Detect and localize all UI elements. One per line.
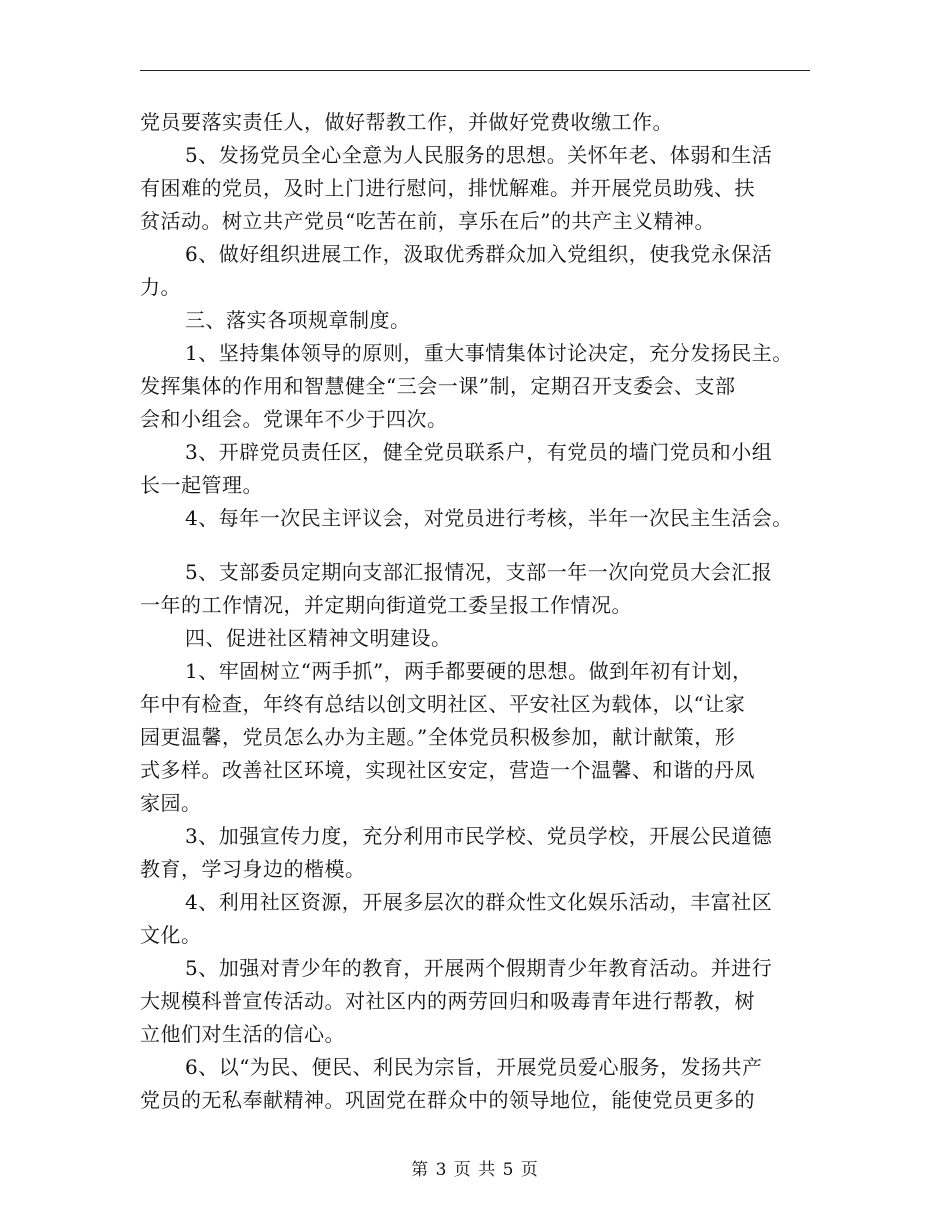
text-line: 园更温馨，党员怎么办为主题。”全体党员积极参加，献计献策，形 bbox=[140, 725, 736, 749]
text-line: 长一起管理。 bbox=[140, 473, 263, 497]
text-line: 1、牢固树立“两手抓”，两手都要硬的思想。做到年初有计划， bbox=[185, 659, 753, 683]
text-line: 立他们对生活的信心。 bbox=[140, 1022, 345, 1046]
text-line: 3、加强宣传力度，充分利用市民学校、党员学校，开展公民道德 bbox=[185, 824, 773, 848]
text-line: 一年的工作情况，并定期向街道党工委呈报工作情况。 bbox=[140, 593, 632, 617]
text-line: 家园。 bbox=[140, 791, 202, 815]
text-line: 5、加强对青少年的教育，开展两个假期青少年教育活动。并进行 bbox=[185, 956, 773, 980]
text-line: 3、开辟党员责任区，健全党员联系户，有党员的墙门党员和小组 bbox=[185, 440, 773, 464]
text-line: 有困难的党员，及时上门进行慰问，排忧解难。并开展党员助残、扶 bbox=[140, 176, 755, 200]
text-line: 发挥集体的作用和智慧健全“三会一课”制，定期召开支委会、支部 bbox=[140, 374, 736, 398]
page-number-footer: 第 3 页 共 5 页 bbox=[411, 1160, 539, 1180]
text-line: 4、利用社区资源，开展多层次的群众性文化娱乐活动，丰富社区 bbox=[185, 890, 773, 914]
section-heading: 三、落实各项规章制度。 bbox=[185, 308, 411, 332]
text-line: 教育，学习身边的楷模。 bbox=[140, 857, 366, 881]
text-line: 6、做好组织进展工作，汲取优秀群众加入党组织，使我党永保活 bbox=[185, 242, 773, 266]
text-line: 会和小组会。党课年不少于四次。 bbox=[140, 407, 448, 431]
section-heading: 四、促进社区精神文明建设。 bbox=[185, 626, 452, 650]
text-line: 年中有检查，年终有总结以创文明社区、平安社区为载体，以“让家 bbox=[140, 692, 746, 716]
text-line: 5、支部委员定期向支部汇报情况，支部一年一次向党员大会汇报 bbox=[185, 560, 773, 584]
text-line: 文化。 bbox=[140, 923, 202, 947]
text-line: 贫活动。树立共产党员“吃苦在前，享乐在后”的共产主义精神。 bbox=[140, 209, 715, 233]
text-line: 力。 bbox=[140, 275, 181, 299]
text-line: 1、坚持集体领导的原则，重大事情集体讨论决定，充分发扬民主。 bbox=[185, 341, 793, 365]
text-line: 党员的无私奉献精神。巩固党在群众中的领导地位，能使党员更多的 bbox=[140, 1088, 755, 1112]
text-line: 4、每年一次民主评议会，对党员进行考核，半年一次民主生活会。 bbox=[185, 506, 793, 530]
header-rule bbox=[140, 70, 810, 71]
text-line: 5、发扬党员全心全意为人民服务的思想。关怀年老、体弱和生活 bbox=[185, 143, 773, 167]
text-line: 6、以“为民、便民、利民为宗旨，开展党员爱心服务，发扬共产 bbox=[185, 1055, 763, 1079]
text-line: 式多样。改善社区环境，实现社区安定，营造一个温馨、和谐的丹凤 bbox=[140, 758, 755, 782]
text-line: 党员要落实责任人，做好帮教工作，并做好党费收缴工作。 bbox=[140, 110, 673, 134]
text-line: 大规模科普宣传活动。对社区内的两劳回归和吸毒青年进行帮教，树 bbox=[140, 989, 755, 1013]
